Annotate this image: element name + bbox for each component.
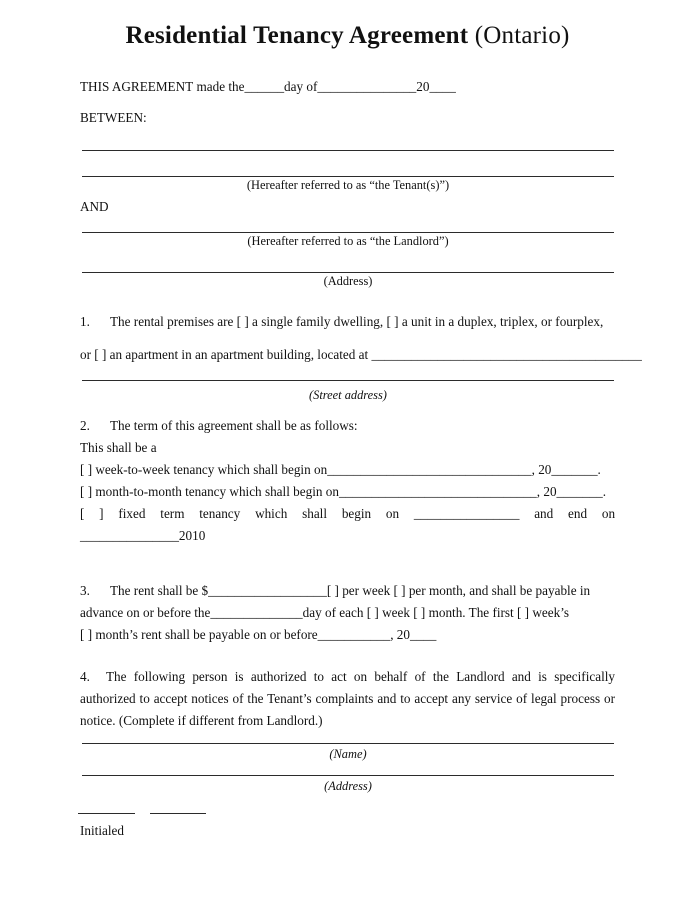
clause-4-text: The following person is authorized to act on behalf of the Landlord and is specifically authorized to accept notices of the Tenant’s complaints and to accept any service of legal process or notice. (Complete if different from Landlord.) (80, 669, 615, 728)
clause-2-heading (80, 418, 358, 434)
authorized-name-caption: (Name) (329, 747, 367, 761)
clause-1-line-1 (80, 314, 603, 330)
page-title-jurisdiction: (Ontario) (468, 22, 570, 49)
clause-2-fixed-word-8[interactable]: ________________ (413, 506, 520, 521)
clause-2-fixed-row (80, 506, 615, 522)
and-label: AND (80, 199, 109, 214)
clause-3-line-3[interactable]: [ ] month’s rent shall be payable on or before___________, 20____ (80, 627, 437, 642)
agreement-made-the: made the (196, 79, 245, 94)
clause-1-address-blank[interactable]: _________________________________________ (371, 347, 642, 362)
clause-3-text-1[interactable]: The rent shall be $__________________[ ] per week [ ] per month, and shall be payable in (110, 583, 591, 598)
landlord-address-rule[interactable] (82, 272, 614, 273)
landlord-name-rule[interactable] (82, 232, 614, 233)
clause-2-fixed-word-1: fixed (118, 506, 146, 521)
clause-2-fixed-word-2: term (160, 506, 185, 521)
agreement-day-blank[interactable]: ______ (244, 79, 285, 94)
clause-1-number: 1. (80, 314, 90, 329)
clause-2-fixed-word-10: end (568, 506, 588, 521)
clause-2-fixed-word-9: and (534, 506, 554, 521)
clause-2-fixed-end-blank[interactable]: _______________ (80, 528, 179, 543)
clause-4-number: 4. (80, 669, 90, 684)
clause-2-week-period: . (597, 462, 601, 477)
clause-2-month-year-label: , 20 (536, 484, 557, 499)
tenant-caption: (Hereafter referred to as “the Tenant(s)”) (246, 178, 450, 192)
authorized-name-rule[interactable] (82, 743, 614, 744)
clause-2-subheading: This shall be a (80, 440, 157, 455)
clause-1-apartment-text: or [ ] an apartment in an apartment building, located at (80, 347, 372, 362)
initialed-label: Initialed (80, 823, 124, 838)
street-address-rule[interactable] (82, 380, 614, 381)
clause-2-month-checkbox-text[interactable]: [ ] month-to-month tenancy which shall begin on (80, 484, 339, 499)
clause-2-fixed-word-0[interactable]: [ ] (80, 506, 104, 521)
street-address-caption: (Street address) (309, 388, 387, 402)
clause-2-month-row (80, 484, 606, 500)
clause-3-number: 3. (80, 583, 90, 598)
agreement-month-blank[interactable]: _______________ (317, 79, 417, 94)
clause-2-month-date-blank[interactable]: ______________________________ (338, 484, 537, 499)
clause-1-line-2 (80, 347, 642, 363)
agreement-year-blank[interactable]: ____ (429, 79, 456, 94)
page-title-main: Residential Tenancy Agreement (125, 22, 469, 49)
tenant-name-rule-2[interactable] (82, 176, 614, 177)
agreement-day-of: day of (284, 79, 318, 94)
landlord-caption: (Hereafter referred to as “the Landlord”) (247, 234, 449, 248)
between-label: BETWEEN: (80, 110, 147, 125)
agreement-year-prefix: 20 (416, 79, 430, 94)
clause-3-line-1 (80, 583, 590, 599)
clause-2-heading-text: The term of this agreement shall be as follows: (110, 418, 358, 433)
clause-2-week-date-blank[interactable]: _______________________________ (327, 462, 532, 477)
clause-2-month-year-blank[interactable]: _______ (556, 484, 603, 499)
initial-line-1[interactable] (78, 813, 135, 814)
agreement-date-line (80, 79, 456, 95)
clause-3-line-2[interactable]: advance on or before the______________day of each [ ] week [ ] month. The first [ ] week’s (80, 605, 569, 620)
clause-2-week-checkbox-text[interactable]: [ ] week-to-week tenancy which shall begin on (80, 462, 328, 477)
landlord-address-caption: (Address) (323, 274, 373, 288)
clause-2-fixed-word-5: shall (302, 506, 328, 521)
clause-2-fixed-word-3: tenancy (199, 506, 241, 521)
clause-2-month-period: . (602, 484, 606, 499)
clause-2-fixed-end-year: 2010 (178, 528, 206, 543)
tenant-name-rule-1[interactable] (82, 150, 614, 151)
clause-2-week-row (80, 462, 601, 478)
clause-2-number: 2. (80, 418, 90, 433)
authorized-address-rule[interactable] (82, 775, 614, 776)
clause-2-fixed-word-4: which (255, 506, 288, 521)
clause-4-paragraph (80, 666, 615, 732)
agreement-label: THIS AGREEMENT (80, 79, 194, 94)
clause-2-fixed-word-7: on (385, 506, 400, 521)
clause-2-fixed-word-6: begin (341, 506, 372, 521)
initial-line-2[interactable] (150, 813, 206, 814)
authorized-address-caption: (Address) (324, 779, 372, 793)
clause-1-text: The rental premises are [ ] a single family dwelling, [ ] a unit in a duplex, triplex, or fourplex, (110, 314, 604, 329)
page-title (0, 22, 695, 50)
clause-2-fixed-word-11: on (601, 506, 616, 521)
clause-2-fixed-end-row (80, 528, 205, 544)
clause-2-week-year-label: , 20 (531, 462, 552, 477)
clause-2-week-year-blank[interactable]: _______ (551, 462, 598, 477)
